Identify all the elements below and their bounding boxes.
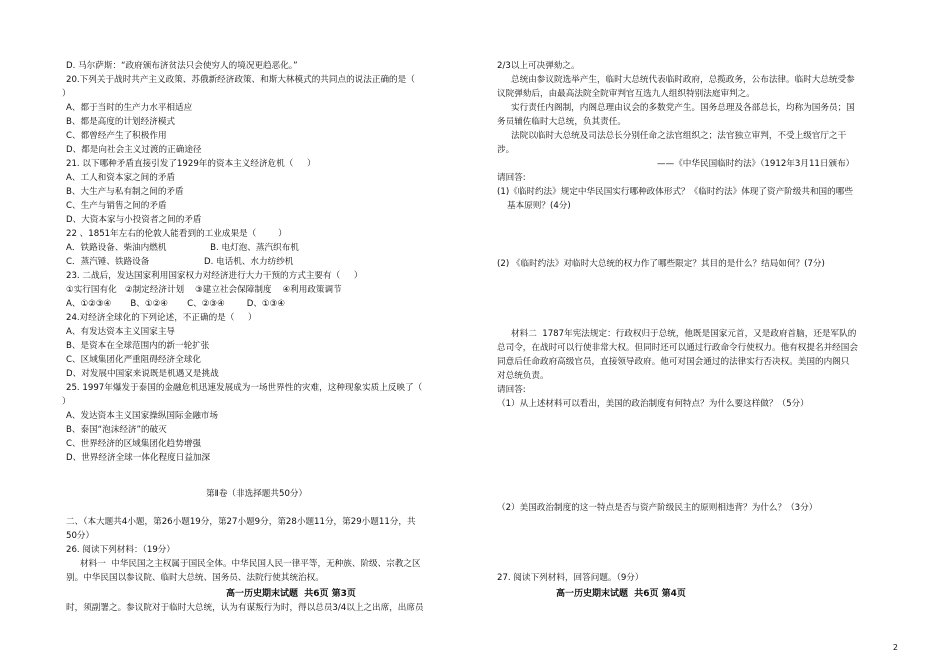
- option-line: D、对发展中国家来说既是机遇又是挑战: [66, 369, 219, 379]
- text-line: ）: [62, 397, 71, 407]
- option-line: D、都是向社会主义过渡的正确途径: [66, 145, 202, 155]
- text-line: 法院以临时大总统及司法总长分别任命之法官组织之；法官独立审判，不受上级官厅之干: [511, 131, 847, 141]
- text-line: 同意后任命政府高级官员，直接领导政府。他可对国会通过的法律实行否决权。美国的内阁只: [497, 357, 850, 367]
- text-line: 议院弹劾后，由最高法院全院审判官互选九人组织特别法庭审判之。: [497, 89, 755, 99]
- option-line: D、大资本家与小投资者之间的矛盾: [66, 215, 202, 225]
- option-line: C、区域集团化严重阻碍经济全球化: [66, 355, 201, 365]
- page-number: 2: [892, 643, 898, 652]
- question-22: 22 、1851年左右的伦敦人能看到的工业成果是（ ）: [66, 229, 287, 239]
- question-24: 24.对经济全球化的下列论述，不正确的是（ ）: [66, 313, 257, 323]
- question-27: 27. 阅读下列材料，回答问题。（9分）: [497, 573, 644, 583]
- text-line: 2/3以上可决弹劾之。: [497, 61, 580, 71]
- option-line: C、世界经济的区域集团化趋势增强: [66, 439, 201, 449]
- citation: ——《中华民国临时约法》（1912年3月11日颁布）: [657, 159, 855, 169]
- text-line: 50分）: [66, 531, 95, 541]
- option-line: A．铁路设备、柴油内燃机 B. 电灯泡、蒸汽织布机: [66, 243, 299, 253]
- text-line: 涉。: [497, 145, 515, 155]
- text-line: 对总统负责。: [497, 371, 549, 381]
- option-line: A、工人和资本家之间的矛盾: [66, 173, 176, 183]
- option-line: B、大生产与私有制之间的矛盾: [66, 187, 184, 197]
- option-line: C．蒸汽锤、铁路设备 D. 电话机、水力纺纱机: [66, 257, 294, 267]
- section-heading: 第Ⅱ卷（非选择题共50分）: [206, 489, 308, 499]
- option-line: ①实行国有化 ②制定经济计划 ③建立社会保障制度 ④利用政策调节: [66, 285, 342, 295]
- option-line: C、都曾经产生了积极作用: [66, 131, 167, 141]
- footer-right: 高一历史期末试题 共6页 第4页: [556, 589, 686, 599]
- text-line: 别。中华民国以参议院、临时大总统、国务员、法院行使其统治权。: [66, 573, 324, 583]
- material-two: 材料二 1787年宪法规定：行政权归于总统，他既是国家元首，又是政府首脑，还是军队的: [511, 329, 857, 339]
- text-line: ）: [62, 89, 71, 99]
- material-one: 材料一 中华民国之主权属于国民全体。中华民国人民一律平等，无种族、阶级、宗教之区: [80, 559, 421, 569]
- option-line: B、泰国“泡沫经济”的破灭: [66, 425, 167, 435]
- option-line: B、都是高度的计划经济模式: [66, 117, 176, 127]
- option-line: B、是资本在全球范围内的新一轮扩张: [66, 341, 210, 351]
- option-line: A、①②③④ B、①②④ C、②③④ D、①③④: [66, 299, 286, 309]
- question-25: 25. 1997年爆发于泰国的金融危机迅速发展成为一场世界性的灾难，这种现象实质上反映了（: [66, 383, 423, 393]
- text-line: 总司令，在战时可以行使非常大权。但同时还可以通过行政命令行使权力。他有权提名并经国会: [497, 343, 858, 353]
- text-line: 实行责任内阁制，内阁总理由议会的多数党产生。国务总理及各部总长，均称为国务员；国: [511, 103, 855, 113]
- text-line: 务员辅佐临时大总统，负其责任。: [497, 117, 626, 127]
- option-line: C、生产与销售之间的矛盾: [66, 201, 167, 211]
- text-line: 总统由参议院选举产生，临时大总统代表临时政府，总揽政务，公布法律。临时大总统受参: [511, 75, 855, 85]
- sub-question: (1)《临时约法》规定中华民国实行哪种政体形式？《临时约法》体现了资产阶级共和国的哪些: [497, 187, 853, 197]
- option-line: A、发达资本主义国家操纵国际金融市场: [66, 411, 218, 421]
- text-line: 时，须副署之。参议院对于临时大总统，认为有谋叛行为时，得以总员3/4以上之出席，出席员: [66, 603, 424, 613]
- prompt-label: 请回答:: [497, 385, 526, 395]
- sub-question: (2) 《临时约法》对临时大总统的权力作了哪些限定？其目的是什么？结局如何？(7分): [497, 259, 825, 269]
- text-line: 基本原则？(4分): [507, 201, 571, 211]
- sub-question: （1）从上述材料可以看出，美国的政治制度有何特点？为什么要这样做？（5分）: [497, 399, 809, 409]
- text-line: D. 马尔萨斯：“政府颁布济贫法只会使穷人的境况更趋恶化。”: [66, 61, 298, 71]
- option-line: A、都于当时的生产力水平相适应: [66, 103, 193, 113]
- option-line: D、世界经济全球一体化程度日益加深: [66, 453, 211, 463]
- footer-left: 高一历史期末试题 共6页 第3页: [226, 589, 356, 599]
- section-instruction: 二、（本大题共4小题，第26小题19分，第27小题9分，第28小题11分，第29小题11分，共: [66, 517, 416, 527]
- option-line: A、有发达资本主义国家主导: [66, 327, 176, 337]
- sub-question: （2）美国政治制度的这一特点是否与资产阶级民主的原则相违背？为什么？（3分）: [497, 503, 818, 513]
- question-26: 26. 阅读下列材料：（19分）: [66, 545, 175, 555]
- prompt-label: 请回答:: [497, 173, 526, 183]
- question-21: 21. 以下哪种矛盾直接引发了1929年的资本主义经济危机（ ）: [66, 159, 316, 169]
- question-20: 20.下列关于战时共产主义政策、苏俄新经济政策、和斯大林模式的共同点的说法正确的是（: [66, 75, 415, 85]
- question-23: 23. 二战后，发达国家利用国家权力对经济进行大力干预的方式主要有（ ）: [66, 271, 363, 281]
